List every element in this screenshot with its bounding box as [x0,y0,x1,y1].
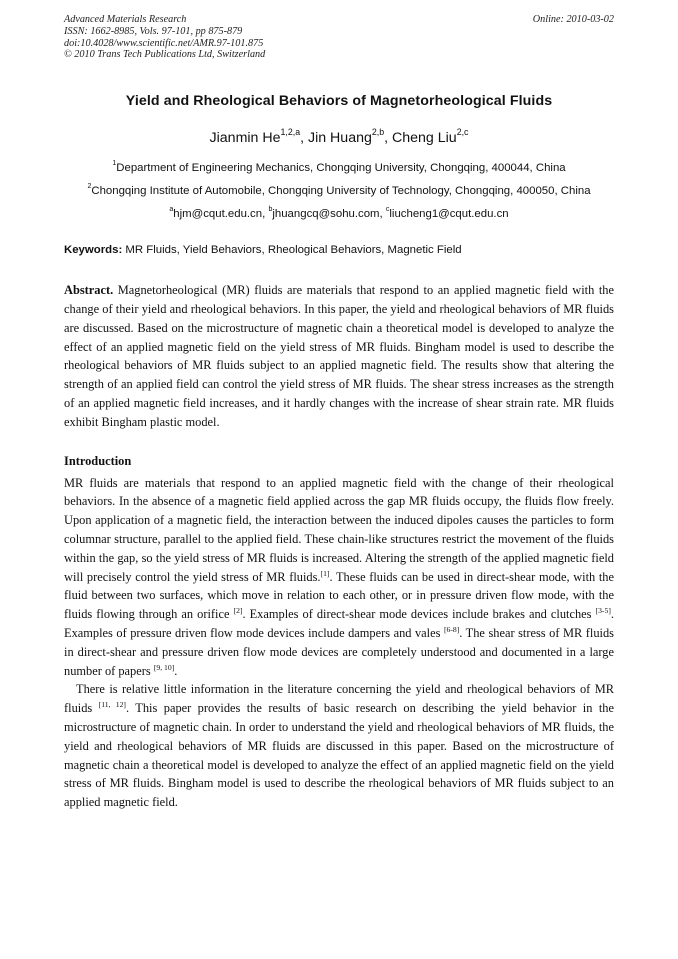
email-mark: a [169,206,174,214]
citation[interactable]: [6-8] [443,624,460,634]
email-mark: c [385,206,390,214]
paragraph-text: There is relative little information in the literature concerning the yield and rheological behaviors of MR fluids [64,682,614,716]
email-mark: b [268,206,273,214]
author-affiliation-mark: 2,c [456,127,469,138]
paragraph-text: . This paper provides the results of basic research on describing the yield behavior in the microstructure of magnetic chain. In order to understand the yield and rheological behaviors of MR fluids, the yield and rheological behaviors of MR fluids are discussed in this paper. Based on the microstructure of magnetic chain a theoretical model is developed to analyze the effect of an applied magnetic field on the yield stress of MR fluids. Bingham model is used to describe the rheological behaviors of MR fluids subject to an applied magnetic field. [64,701,614,810]
paragraph-text: . The shear stress of MR fluids in direct-shear and pressure driven flow mode devices are completely understood and documented in a large number of papers [64,625,614,678]
affiliation-text: Department of Engineering Mechanics, Chongqing University, Chongqing, 400044, China [116,162,566,175]
paragraph-text: MR fluids are materials that respond to an applied magnetic field with the change of their rheological behaviors. In the absence of a magnetic field applied across the gap MR fluids occupy, the fluids flow freely. Upon application of a magnetic field, the interaction between the induced dipoles causes the particles to form columnar structure, parallel to the applied field. These chain-like structures restrict the movement of the fluids within the gap, so the yield stress of MR fluids is increased. Altering the strength of the applied magnetic field will precisely control the yield stress of MR fluids. [64,475,614,584]
email-link[interactable]: hjm@cqut.edu.cn, [173,208,269,221]
affiliation-1 [64,159,614,177]
citation[interactable]: [11, 12] [98,700,126,709]
intro-paragraph-2 [64,680,614,812]
citation[interactable]: [2] [233,606,243,616]
issn-line: ISSN: 1662-8985, Vols. 97-101, pp 875-879 [64,25,243,37]
journal-header [64,14,614,61]
author-name: Jianmin He [209,130,281,147]
author-emails [64,205,614,223]
paper-title: Yield and Rheological Behaviors of Magnetorheological Fluids [125,93,553,110]
author-affiliation-mark: 1,2,a [280,127,301,138]
abstract [64,281,614,431]
online-date: Online: 2010-03-02 [532,14,614,25]
author-name: Cheng Liu [392,130,457,147]
abstract-text: Magnetorheological (MR) fluids are materials that respond to an applied magnetic field with the change of their yield and rheological behaviors. In this paper, the yield and rheological behaviors of MR fluids are discussed. Based on the microstructure of magnetic chain a theoretical model is developed to analyze the effect of an applied magnetic field on the yield stress of MR fluids. Bingham model is used to describe the rheological behaviors of MR fluids subject to an applied magnetic field. The results show that altering the strength of an applied field can control the yield stress of MR fluids. The shear stress increases as the strength of an applied magnetic field increases, and it hardly changes with the increase of shear strain rate. MR fluids exhibit Bingham plastic model. [64,283,614,429]
keywords [64,241,614,259]
email-link[interactable]: jhuangcq@sohu.com, [272,208,386,221]
doi-line: doi:10.4028/www.scientific.net/AMR.97-101.875 [64,37,264,49]
section-heading-introduction: Introduction [64,453,132,468]
author-list [64,129,614,147]
author-name: Jin Huang [307,130,372,147]
author-separator: , [384,130,392,147]
citation[interactable]: [3-5] [595,606,611,616]
paragraph-text: . Examples of direct-shear mode devices include brakes and clutches [242,607,596,622]
paper-page [64,0,614,812]
author-affiliation-mark: 2,b [371,127,385,138]
affiliation-text: Chongqing Institute of Automobile, Chongqing University of Technology, Chongqing, 400050, China [91,185,591,198]
intro-paragraph-1 [64,474,614,681]
affiliation-mark: 2 [87,183,92,191]
copyright-line: © 2010 Trans Tech Publications Ltd, Switzerland [64,49,266,61]
author-separator: , [300,130,308,147]
citation[interactable]: [1] [320,568,330,578]
abstract-label: Abstract. [64,283,114,298]
citation[interactable]: [9, 10] [153,662,175,672]
affiliation-mark: 1 [112,160,117,168]
paragraph-text: . [174,663,178,678]
paragraph-text: . These fluids can be used in direct-shear mode, with the fluid between two surfaces, which move in relation to each other, or in pressure driven flow mode, with the fluids flowing through an orifice [64,569,614,622]
keywords-label: Keywords: [64,244,123,257]
affiliation-2 [64,182,614,200]
keywords-text: MR Fluids, Yield Behaviors, Rheological Behaviors, Magnetic Field [122,244,462,257]
journal-name: Advanced Materials Research [64,14,187,25]
email-link[interactable]: liucheng1@cqut.edu.cn [389,208,509,221]
paragraph-text: . Examples of pressure driven flow mode devices include dampers and vales [64,607,614,640]
